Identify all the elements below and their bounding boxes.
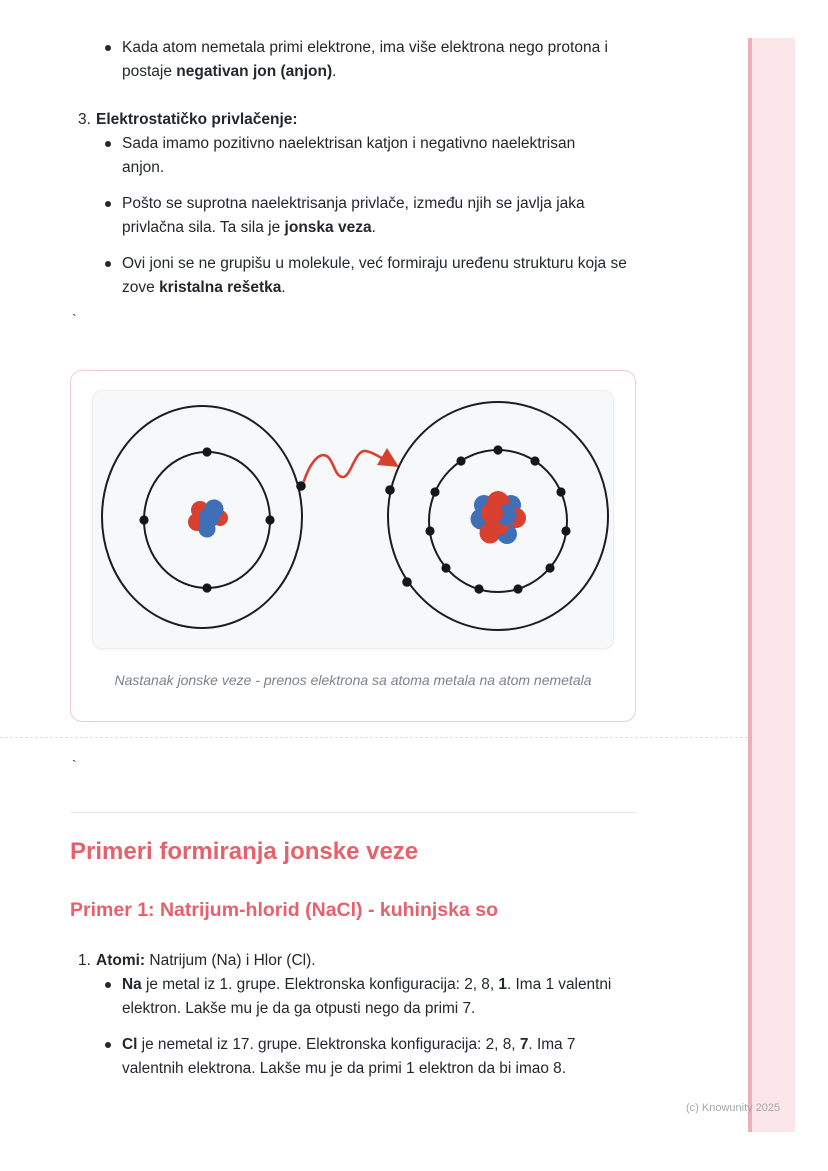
bullet-text bbox=[122, 1033, 636, 1081]
stray-backtick: ` bbox=[72, 311, 77, 327]
document-content bbox=[70, 36, 636, 1081]
bullet-list-privlacenje bbox=[70, 132, 636, 300]
bullet-dot-icon bbox=[105, 45, 111, 51]
ionic-bond-diagram bbox=[94, 391, 612, 648]
bullet-text bbox=[122, 973, 636, 1021]
bullet-list-atomi bbox=[70, 973, 636, 1081]
stripe-fill bbox=[752, 38, 795, 1132]
section-heading: Primeri formiranja jonske veze bbox=[70, 838, 419, 865]
bullet-dot-icon bbox=[105, 1042, 111, 1048]
list-number: 3. bbox=[78, 111, 91, 128]
list-item-jonska-veza bbox=[70, 192, 634, 240]
text-run: Natrijum (Na) i Hlor (Cl). bbox=[145, 952, 316, 969]
text-run: Kada atom nemetala primi elektrone, ima više elektrona nego protona i postaje bbox=[122, 39, 608, 80]
text-run: je nemetal iz 17. grupe. Elektronska konfiguracija: 2, 8, bbox=[137, 1036, 520, 1053]
text-run: . bbox=[371, 219, 376, 236]
bold-run: Cl bbox=[122, 1036, 138, 1053]
bullet-dot-icon bbox=[105, 201, 111, 207]
numbered-item-title: Elektrostatičko privlačenje: bbox=[96, 111, 298, 128]
bullet-text bbox=[122, 36, 634, 84]
bullet-text bbox=[122, 252, 636, 300]
numbered-item-1 bbox=[78, 949, 636, 973]
list-item-resetka bbox=[70, 252, 636, 300]
text-run: Pošto se suprotna naelektrisanja privlače, između njih se javlja jaka privlačna sila. Ta sila je bbox=[122, 195, 585, 236]
bold-run: Na bbox=[122, 976, 142, 993]
stray-backtick: ` bbox=[72, 757, 77, 773]
bold-run: kristalna rešetka bbox=[159, 279, 282, 296]
text-run: . bbox=[332, 63, 337, 80]
bullet-text bbox=[122, 192, 634, 240]
text-run: . Ima 1 valentni elektron. Lakše mu je da ga otpusti nego da primi 7. bbox=[122, 976, 612, 1017]
bullet-list-anion bbox=[70, 36, 636, 84]
list-item-kation bbox=[70, 132, 617, 180]
metal-nucleus bbox=[188, 500, 228, 538]
bullet-dot-icon bbox=[105, 982, 111, 988]
list-number: 1. bbox=[78, 952, 91, 969]
metal-atom bbox=[102, 406, 306, 628]
list-item-anion bbox=[70, 36, 634, 84]
numbered-item-text bbox=[96, 949, 316, 973]
page-edge-stripe bbox=[748, 38, 795, 1132]
subsection-heading: Primer 1: Natrijum-hlorid (NaCl) - kuhinjska so bbox=[70, 899, 498, 921]
bold-run: jonska veza bbox=[284, 219, 372, 236]
text-run: . Ima 7 valentnih elektrona. Lakše mu je da primi 1 elektron da bi imao 8. bbox=[122, 1036, 576, 1077]
text-run: . bbox=[281, 279, 286, 296]
figure-caption: Nastanak jonske veze - prenos elektrona sa atoma metala na atom nemetala bbox=[114, 672, 592, 688]
atom-diagram-card bbox=[92, 390, 614, 649]
list-item-cl bbox=[70, 1033, 636, 1081]
bullet-text: Sada imamo pozitivno naelektrisan katjon i negativno naelektrisan anjon. bbox=[122, 135, 576, 176]
bold-run: 7 bbox=[519, 1036, 529, 1053]
bullet-dot-icon bbox=[105, 141, 111, 147]
bullet-dot-icon bbox=[105, 261, 111, 267]
numbered-item-3 bbox=[78, 108, 636, 132]
figure-ionic-bond bbox=[70, 370, 636, 722]
section-divider bbox=[70, 812, 636, 813]
list-item-na bbox=[70, 973, 636, 1021]
nonmetal-atom bbox=[385, 402, 608, 630]
bold-run: Atomi: bbox=[96, 952, 146, 969]
bold-run: negativan jon (anjon) bbox=[176, 63, 333, 80]
electron-transfer-arrow bbox=[304, 448, 399, 481]
text-run: Ovi joni se ne grupišu u molekule, već formiraju uređenu strukturu koja se zove bbox=[122, 255, 627, 296]
watermark: (c) Knowunity 2025 bbox=[686, 1102, 781, 1114]
bold-run: 1 bbox=[498, 976, 507, 993]
nonmetal-nucleus bbox=[471, 491, 527, 544]
text-run: je metal iz 1. grupe. Elektronska konfiguracija: 2, 8, bbox=[141, 976, 499, 993]
